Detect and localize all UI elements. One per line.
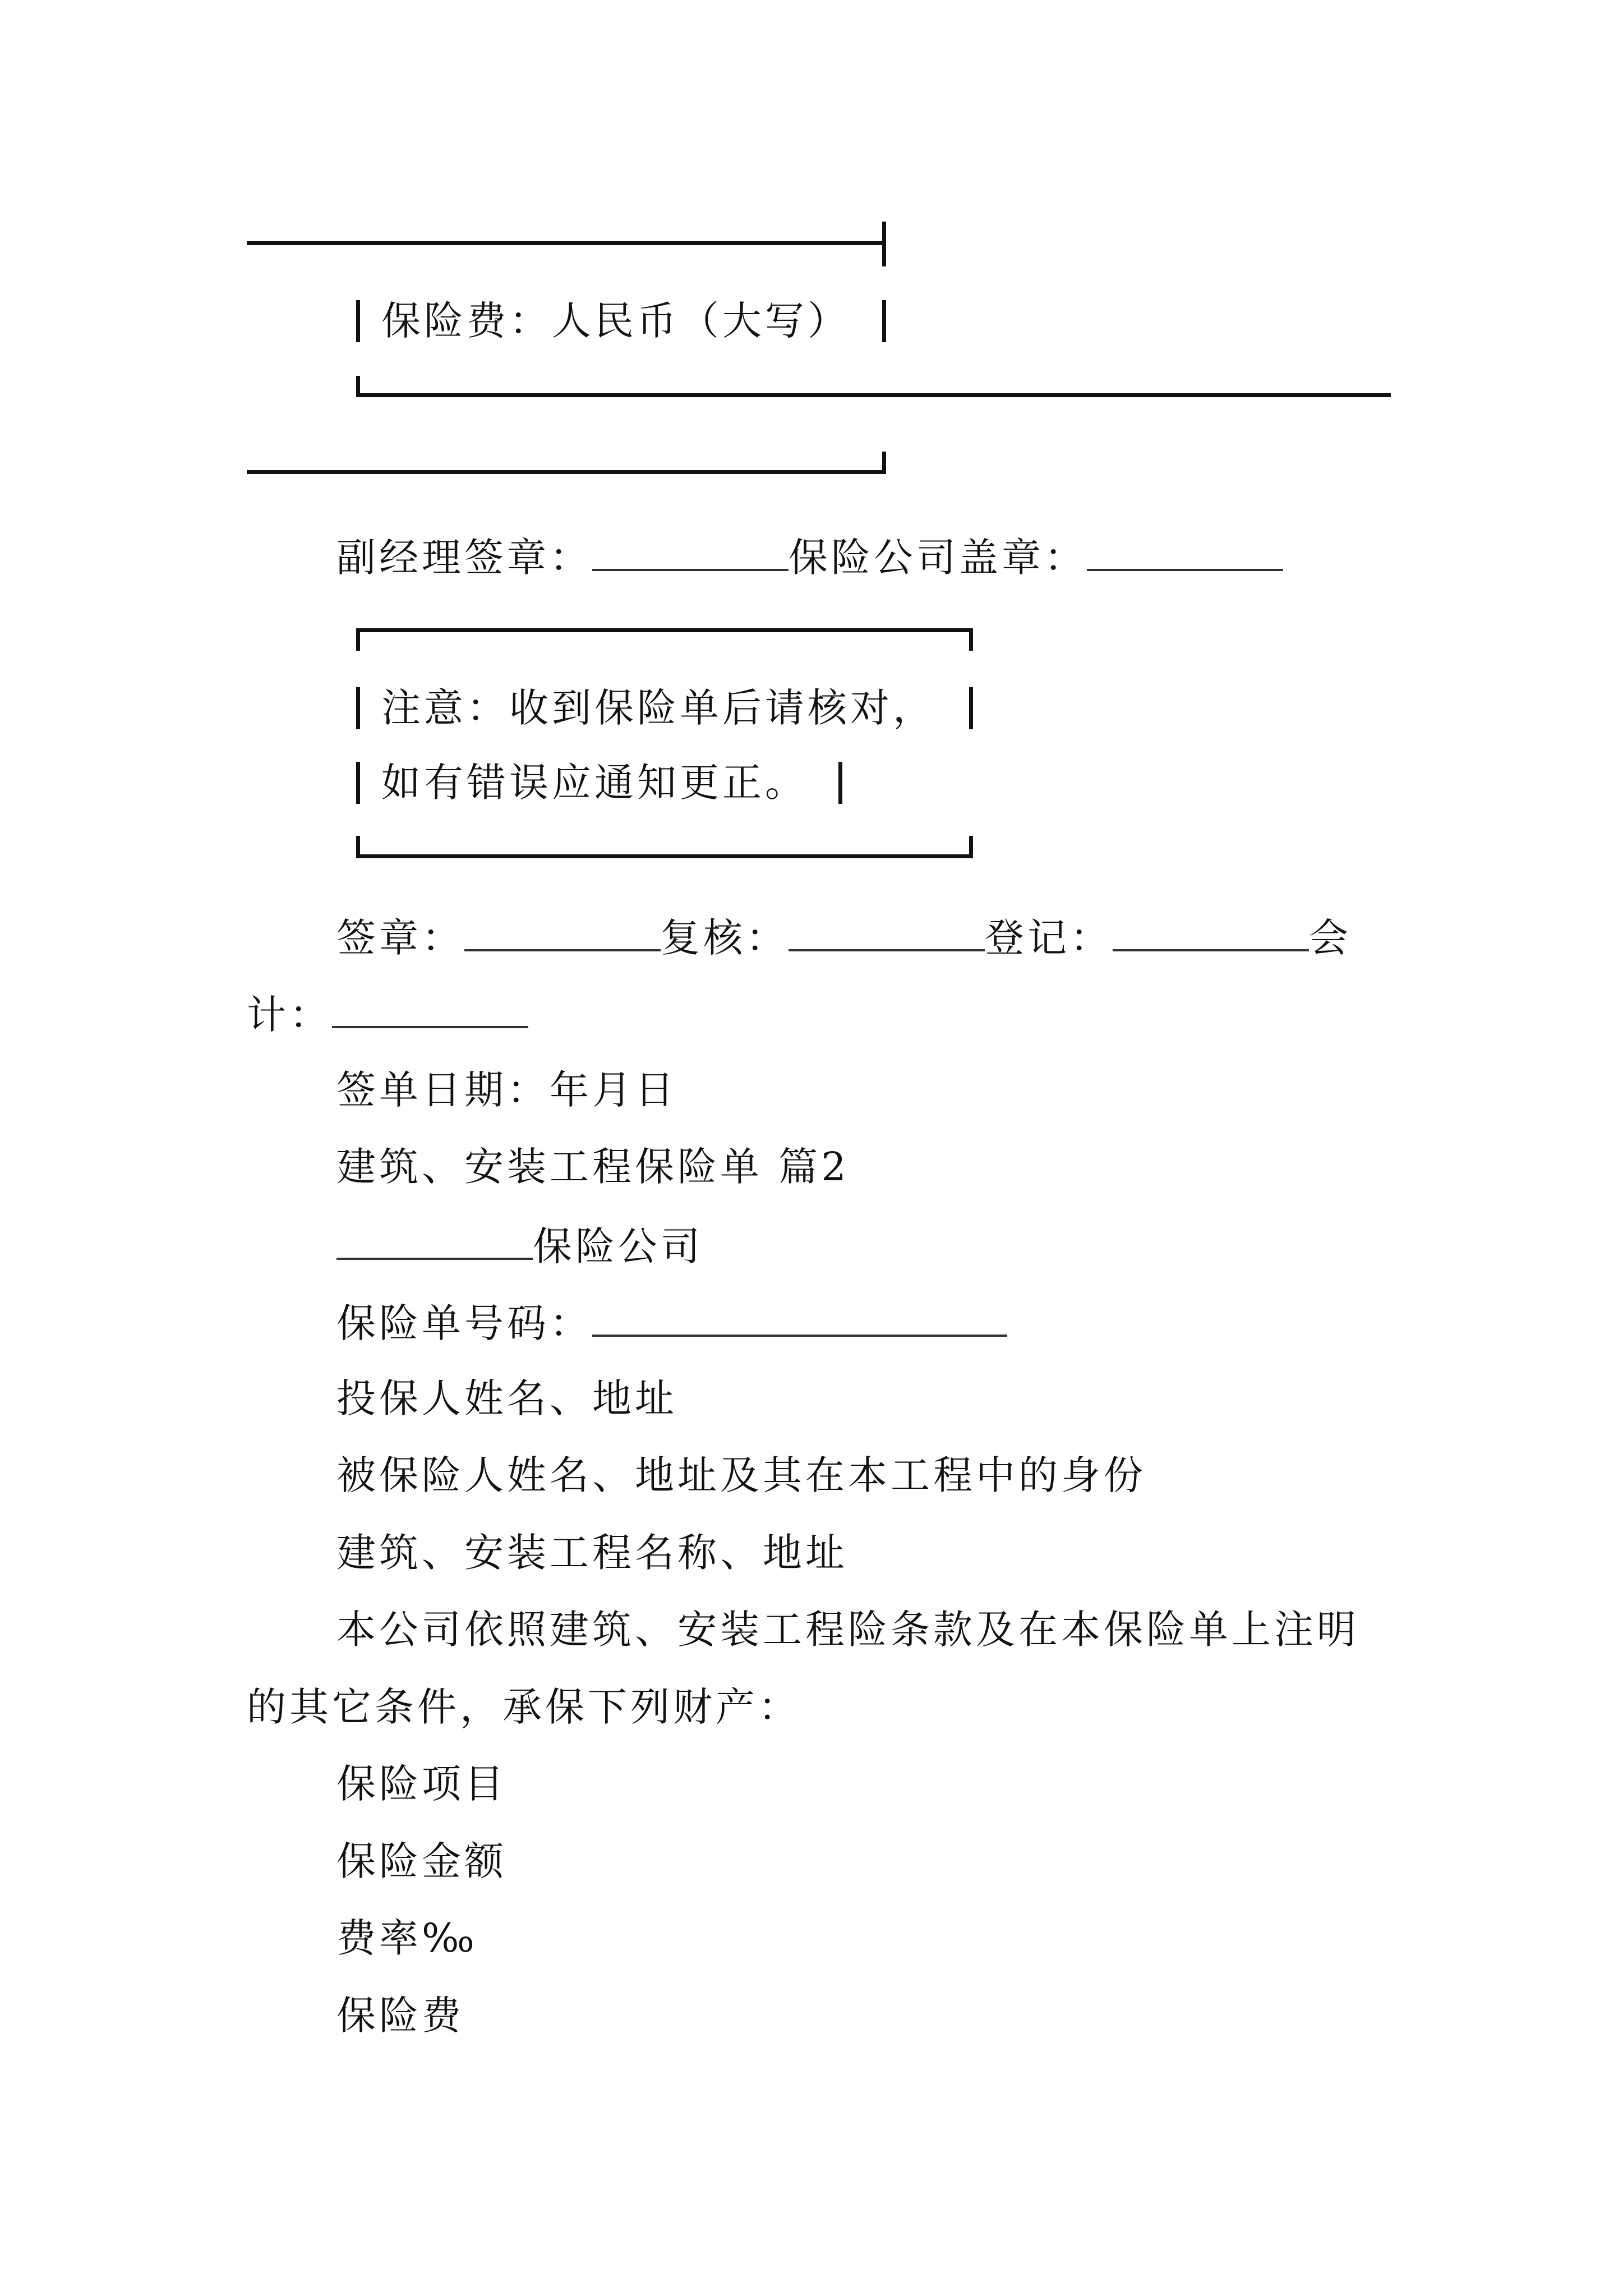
statement-line-2: 的其它条件，承保下列财产： [247, 1684, 801, 1730]
applicant-line: 投保人姓名、地址 [336, 1375, 677, 1421]
company-seal-blank [1087, 527, 1283, 571]
company-seal-label: 保险公司盖章： [789, 535, 1087, 581]
signature-row-1 [336, 527, 1283, 586]
item-rate: 费率‰ [336, 1915, 478, 1961]
table-top-line [247, 241, 886, 245]
notice-box-right-border-1 [969, 687, 973, 729]
review-label: 复核： [661, 915, 789, 961]
policy-number-label: 保险单号码： [336, 1300, 592, 1346]
signature-row-2 [336, 908, 1352, 966]
notice-box-bottom-line [356, 854, 973, 858]
statement-line-1: 本公司依照建筑、安装工程险条款及在本保险单上注明 [336, 1607, 1359, 1653]
deputy-manager-blank [592, 527, 789, 571]
accounting-label-part2: 计： [247, 992, 332, 1038]
project-line: 建筑、安装工程名称、地址 [336, 1530, 848, 1576]
notice-box-right-border-2 [838, 762, 842, 804]
premium-box-right-border [882, 300, 886, 342]
premium-box-left-border [356, 300, 360, 342]
company-name-blank [336, 1216, 533, 1260]
item-sum-insured: 保险金额 [336, 1838, 507, 1884]
notice-box-bottom-right-corner [969, 836, 973, 858]
insured-line: 被保险人姓名、地址及其在本工程中的身份 [336, 1452, 1146, 1498]
table-bottom-right-tick [882, 452, 886, 474]
company-suffix: 保险公司 [533, 1223, 703, 1269]
register-blank [1113, 908, 1309, 951]
notice-box-top-left-corner [356, 628, 360, 651]
notice-line-2: 如有错误应通知更正。 [381, 760, 808, 806]
item-premium: 保险费 [336, 1993, 464, 2039]
premium-label: 保险费：人民币（大写） [381, 298, 850, 344]
review-blank [789, 908, 985, 951]
premium-box-bottom-line [356, 393, 1391, 397]
deputy-manager-label: 副经理签章： [336, 535, 592, 581]
table-top-right-tick [882, 222, 886, 266]
register-label: 登记： [985, 915, 1113, 961]
accounting-blank [332, 984, 528, 1028]
insurance-company-line [336, 1216, 703, 1274]
notice-box-top-right-corner [969, 628, 973, 651]
policy-number-line [336, 1293, 1007, 1351]
table-bottom-line [247, 470, 886, 474]
sign-blank [464, 908, 661, 951]
notice-box-left-border-1 [356, 687, 360, 729]
policy-number-blank [592, 1293, 1007, 1337]
notice-box-top-line [356, 628, 973, 632]
section-title: 建筑、安装工程保险单 篇2 [336, 1144, 850, 1190]
signature-row-2-continued [247, 984, 528, 1043]
accounting-label-part1: 会 [1309, 915, 1352, 961]
item-insured-item: 保险项目 [336, 1761, 507, 1807]
notice-box-left-border-2 [356, 762, 360, 804]
notice-line-1: 注意：收到保险单后请核对， [381, 685, 935, 731]
sign-date: 签单日期：年月日 [336, 1067, 677, 1113]
sign-label: 签章： [336, 915, 464, 961]
